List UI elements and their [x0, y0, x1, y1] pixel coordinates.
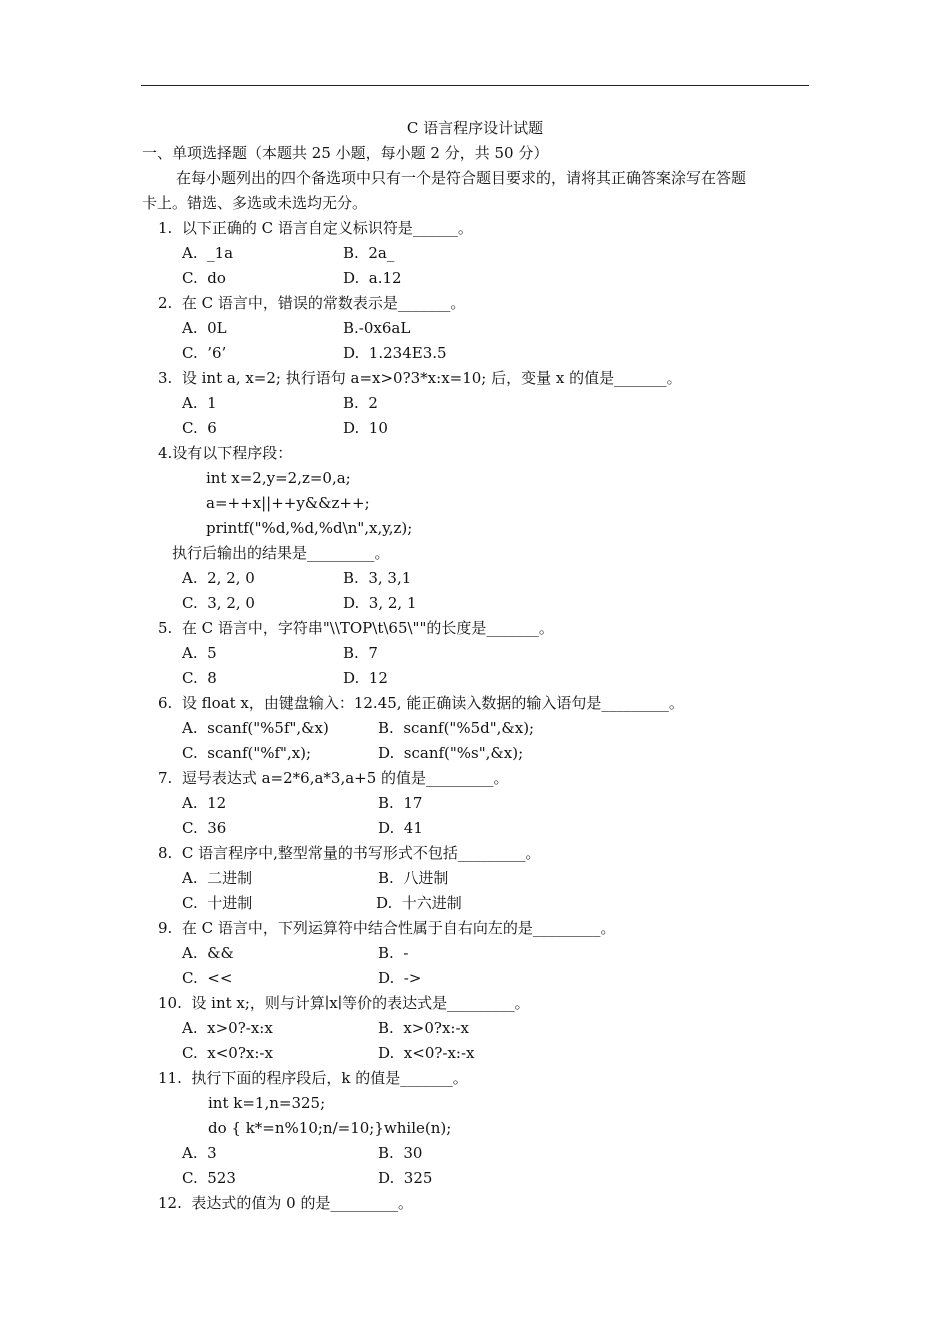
option-b: B. 2a_: [343, 244, 395, 262]
code-line: int x=2,y=2,z=0,a;: [206, 469, 351, 487]
header-rule: [141, 85, 809, 86]
option-b: B. 3, 3,1: [343, 569, 412, 587]
code-line: do { k*=n%10;n/=10;}while(n);: [208, 1119, 452, 1137]
option-a: A. 3: [182, 1144, 217, 1162]
question-followup: 执行后输出的结果是_________。: [172, 544, 390, 562]
exam-title: C 语言程序设计试题: [406, 119, 544, 137]
option-a: A. _1a: [182, 244, 234, 262]
question-stem: 10. 设 int x;，则与计算∣x∣等价的表达式是_________。: [158, 994, 530, 1012]
option-d: D. 12: [343, 669, 388, 687]
option-b: B. 17: [378, 794, 423, 812]
option-c: C. 3, 2, 0: [182, 594, 255, 612]
question-stem: 11. 执行下面的程序段后，k 的值是_______。: [158, 1069, 468, 1087]
option-a: A. 12: [182, 794, 227, 812]
code-line: printf("%d,%d,%d\n",x,y,z);: [206, 519, 413, 537]
question-stem: 2. 在 C 语言中，错误的常数表示是_______。: [158, 294, 466, 312]
option-b: B. -: [378, 944, 409, 962]
code-line: int k=1,n=325;: [208, 1094, 326, 1112]
option-b: B. 2: [343, 394, 378, 412]
option-d: D. 3, 2, 1: [343, 594, 417, 612]
code-line: a=++x||++y&&z++;: [206, 494, 370, 512]
option-b: B. 30: [378, 1144, 423, 1162]
option-c: C. 523: [182, 1169, 236, 1187]
option-d: D. 325: [378, 1169, 433, 1187]
option-c: C. scanf("%f",x);: [182, 744, 312, 762]
instruction-line: 卡上。错选、多选或未选均无分。: [142, 194, 368, 212]
option-d: D. ->: [378, 969, 422, 987]
option-b: B. 7: [343, 644, 378, 662]
section-heading: 一、单项选择题（本题共 25 小题，每小题 2 分，共 50 分）: [142, 144, 549, 162]
question-stem: 1. 以下正确的 C 语言自定义标识符是______。: [158, 219, 473, 237]
option-a: A. x>0?-x:x: [182, 1019, 273, 1037]
question-stem: 7. 逗号表达式 a=2*6,a*3,a+5 的值是_________。: [158, 769, 509, 787]
option-c: C. 十进制: [182, 894, 253, 912]
option-c: C. do: [182, 269, 226, 287]
option-b: B.-0x6aL: [343, 319, 411, 337]
option-d: D. a.12: [343, 269, 402, 287]
option-d: D. scanf("%s",&x);: [378, 744, 524, 762]
option-c: C. 6: [182, 419, 217, 437]
question-stem: 4.设有以下程序段：: [158, 444, 293, 462]
option-a: A. 1: [182, 394, 217, 412]
option-b: B. scanf("%5d",&x);: [378, 719, 535, 737]
option-d: D. x<0?-x:-x: [378, 1044, 475, 1062]
option-c: C. x<0?x:-x: [182, 1044, 273, 1062]
option-a: A. 2, 2, 0: [182, 569, 255, 587]
question-stem: 12. 表达式的值为 0 的是_________。: [158, 1194, 413, 1212]
question-stem: 5. 在 C 语言中，字符串"\\TOP\t\65\""的长度是_______。: [158, 619, 554, 637]
option-d: D. 十六进制: [376, 894, 462, 912]
instruction-line: 在每小题列出的四个备选项中只有一个是符合题目要求的，请将其正确答案涂写在答题: [176, 169, 747, 187]
option-c: C. 36: [182, 819, 227, 837]
question-stem: 3. 设 int a, x=2; 执行语句 a=x>0?3*x:x=10; 后，变量 x 的值是_______。: [158, 369, 682, 387]
option-d: D. 10: [343, 419, 388, 437]
option-a: A. 5: [182, 644, 217, 662]
option-a: A. 二进制: [182, 869, 253, 887]
option-b: B. 八进制: [378, 869, 449, 887]
option-c: C. 8: [182, 669, 217, 687]
option-b: B. x>0?x:-x: [378, 1019, 469, 1037]
option-a: A. &&: [182, 944, 234, 962]
option-c: C. <<: [182, 969, 233, 987]
question-stem: 9. 在 C 语言中，下列运算符中结合性属于自右向左的是_________。: [158, 919, 616, 937]
question-stem: 6. 设 float x，由键盘输入：12.45, 能正确读入数据的输入语句是_________。: [158, 694, 684, 712]
option-d: D. 41: [378, 819, 423, 837]
option-d: D. 1.234E3.5: [343, 344, 447, 362]
option-a: A. scanf("%5f",&x): [182, 719, 329, 737]
option-a: A. 0L: [182, 319, 227, 337]
option-c: C. ’6’: [182, 344, 227, 362]
question-stem: 8. C 语言程序中,整型常量的书写形式不包括_________。: [158, 844, 541, 862]
